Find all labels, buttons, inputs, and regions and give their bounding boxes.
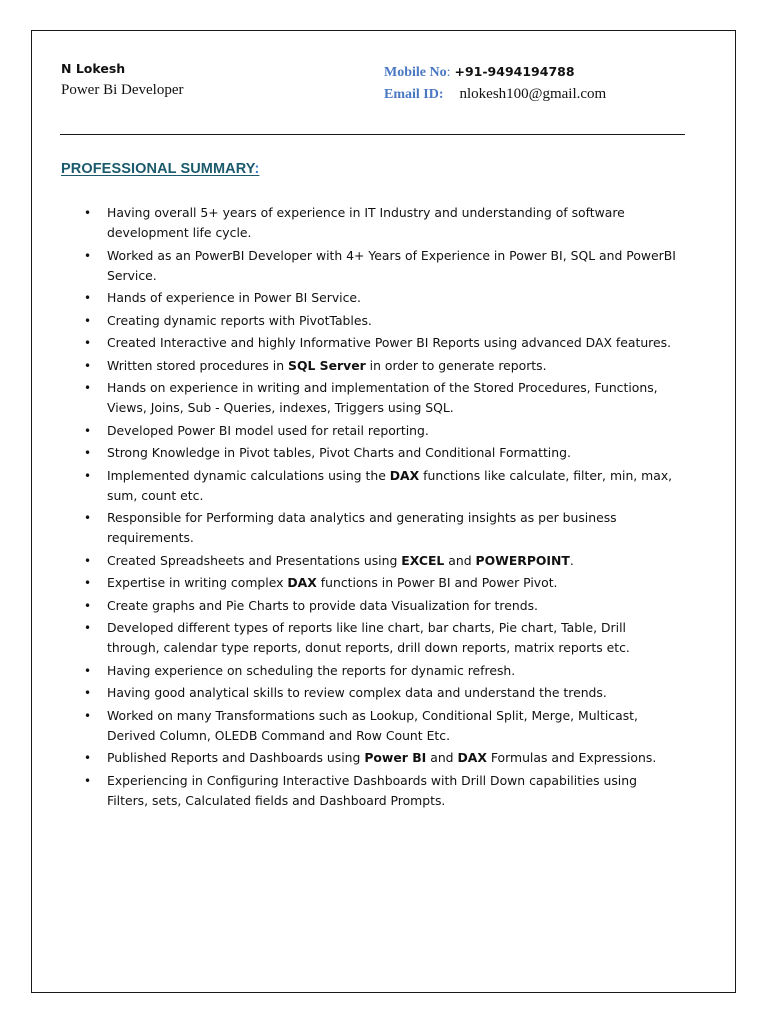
summary-item-bold-text: SQL Server (288, 357, 366, 373)
summary-item-text: and (444, 552, 476, 568)
summary-item-text: Implemented dynamic calculations using the (107, 467, 390, 483)
summary-item (80, 748, 680, 768)
summary-item (80, 288, 680, 308)
summary-item-text: Experiencing in Configuring Interactive Dashboards with Drill Down capabilities using Filters, sets, Calculated fields and Dashboard Prompts. (107, 772, 637, 808)
summary-item (80, 683, 680, 703)
summary-item-text: Create graphs and Pie Charts to provide data Visualization for trends. (107, 597, 538, 613)
summary-item (80, 466, 680, 506)
summary-item (80, 421, 680, 441)
email-label: Email ID: (384, 87, 444, 102)
summary-item-bold-text: DAX (287, 575, 317, 590)
bullet-icon: • (84, 313, 92, 328)
bullet-icon: • (84, 686, 92, 700)
summary-item (80, 596, 680, 616)
summary-item (80, 356, 680, 376)
bullet-icon: • (84, 381, 92, 395)
section-title-colon: : (254, 161, 260, 177)
summary-item (80, 551, 680, 571)
summary-item-text: functions in Power BI and Power Pivot. (316, 575, 558, 590)
candidate-role: Power Bi Developer (61, 82, 184, 98)
summary-item-text: Developed different types of reports like line chart, bar charts, Pie chart, Table, Drill through, calendar type reports, donut reports, drill down reports, matrix reports etc. (107, 620, 630, 655)
mobile-contact (384, 61, 575, 81)
summary-item-text: Written stored procedures in (107, 357, 289, 373)
bullet-icon: • (84, 553, 92, 568)
summary-item-text: Having good analytical skills to review complex data and understand the trends. (107, 685, 607, 700)
summary-item-text: . (569, 552, 574, 568)
summary-item-text: in order to generate reports. (365, 357, 547, 373)
bullet-icon: • (84, 773, 92, 788)
summary-item-text: Formulas and Expressions. (486, 750, 657, 765)
bullet-icon: • (84, 576, 92, 590)
summary-item-text: Worked on many Transformations such as Lookup, Conditional Split, Merge, Multicast, Derived Column, OLEDB Command and Row Count Etc. (107, 707, 638, 743)
summary-item-text: Created Interactive and highly Informative Power BI Reports using advanced DAX features. (107, 335, 672, 350)
summary-item (80, 508, 680, 548)
summary-item (80, 706, 680, 746)
summary-item-text: Expertise in writing complex (107, 575, 288, 590)
mobile-label: Mobile No (384, 65, 447, 80)
bullet-icon: • (84, 708, 92, 723)
summary-item (80, 443, 680, 463)
summary-item-text: Hands of experience in Power BI Service. (107, 290, 361, 305)
bullet-icon: • (84, 468, 92, 483)
summary-item-text: Responsible for Performing data analytics and generating insights as per business requirements. (107, 510, 617, 545)
summary-item-text: Hands on experience in writing and implementation of the Stored Procedures, Functions, Views, Joins, Sub - Queries, indexes, Triggers using SQL. (107, 380, 658, 415)
summary-item-text: Having overall 5+ years of experience in IT Industry and understanding of software development life cycle. (107, 205, 625, 240)
bullet-icon: • (84, 291, 92, 305)
summary-item-bold-text: POWERPOINT (475, 552, 570, 568)
bullet-icon: • (84, 598, 92, 613)
summary-item (80, 378, 680, 418)
bullet-icon: • (84, 446, 92, 460)
summary-item-bold-text: Power BI (364, 750, 427, 765)
summary-item-text: Worked as an PowerBI Developer with 4+ Years of Experience in Power BI, SQL and PowerBI Service. (107, 247, 676, 283)
bullet-icon: • (84, 621, 92, 635)
summary-bullet-list (80, 203, 680, 813)
summary-item-text: Creating dynamic reports with PivotTables. (107, 312, 372, 328)
section-title-text: PROFESSIONAL SUMMARY (61, 161, 255, 177)
bullet-icon: • (84, 663, 92, 678)
mobile-label-colon: : (446, 65, 451, 80)
bullet-icon: • (84, 206, 92, 220)
summary-item-bold-text: EXCEL (401, 552, 445, 568)
bullet-icon: • (84, 336, 92, 350)
email-contact (384, 83, 606, 103)
summary-item-text: Having experience on scheduling the reports for dynamic refresh. (107, 662, 516, 678)
summary-item-text: and (426, 750, 458, 765)
bullet-icon: • (84, 423, 92, 438)
summary-item-text: Published Reports and Dashboards using (107, 750, 365, 765)
summary-item-text: Developed Power BI model used for retail reporting. (107, 422, 429, 438)
mobile-number: +91-9494194788 (454, 64, 575, 79)
summary-item-text: functions like calculate, filter, min, max, sum, count etc. (107, 467, 673, 503)
summary-item (80, 333, 680, 353)
bullet-icon: • (84, 511, 92, 525)
summary-item (80, 573, 680, 593)
summary-item (80, 661, 680, 681)
bullet-icon: • (84, 358, 92, 373)
summary-item (80, 618, 680, 658)
summary-item-bold-text: DAX (457, 750, 487, 765)
header-divider (60, 134, 685, 135)
email-address: nlokesh100@gmail.com (459, 86, 607, 102)
summary-item (80, 311, 680, 331)
bullet-icon: • (84, 248, 92, 263)
bullet-icon: • (84, 751, 92, 765)
summary-item (80, 771, 680, 811)
summary-item (80, 246, 680, 286)
professional-summary-heading (61, 161, 259, 177)
summary-item-bold-text: DAX (389, 467, 420, 483)
candidate-name: N Lokesh (61, 61, 126, 76)
summary-item-text: Strong Knowledge in Pivot tables, Pivot Charts and Conditional Formatting. (107, 445, 571, 460)
summary-item (80, 203, 680, 243)
summary-item-text: Created Spreadsheets and Presentations using (107, 552, 402, 568)
